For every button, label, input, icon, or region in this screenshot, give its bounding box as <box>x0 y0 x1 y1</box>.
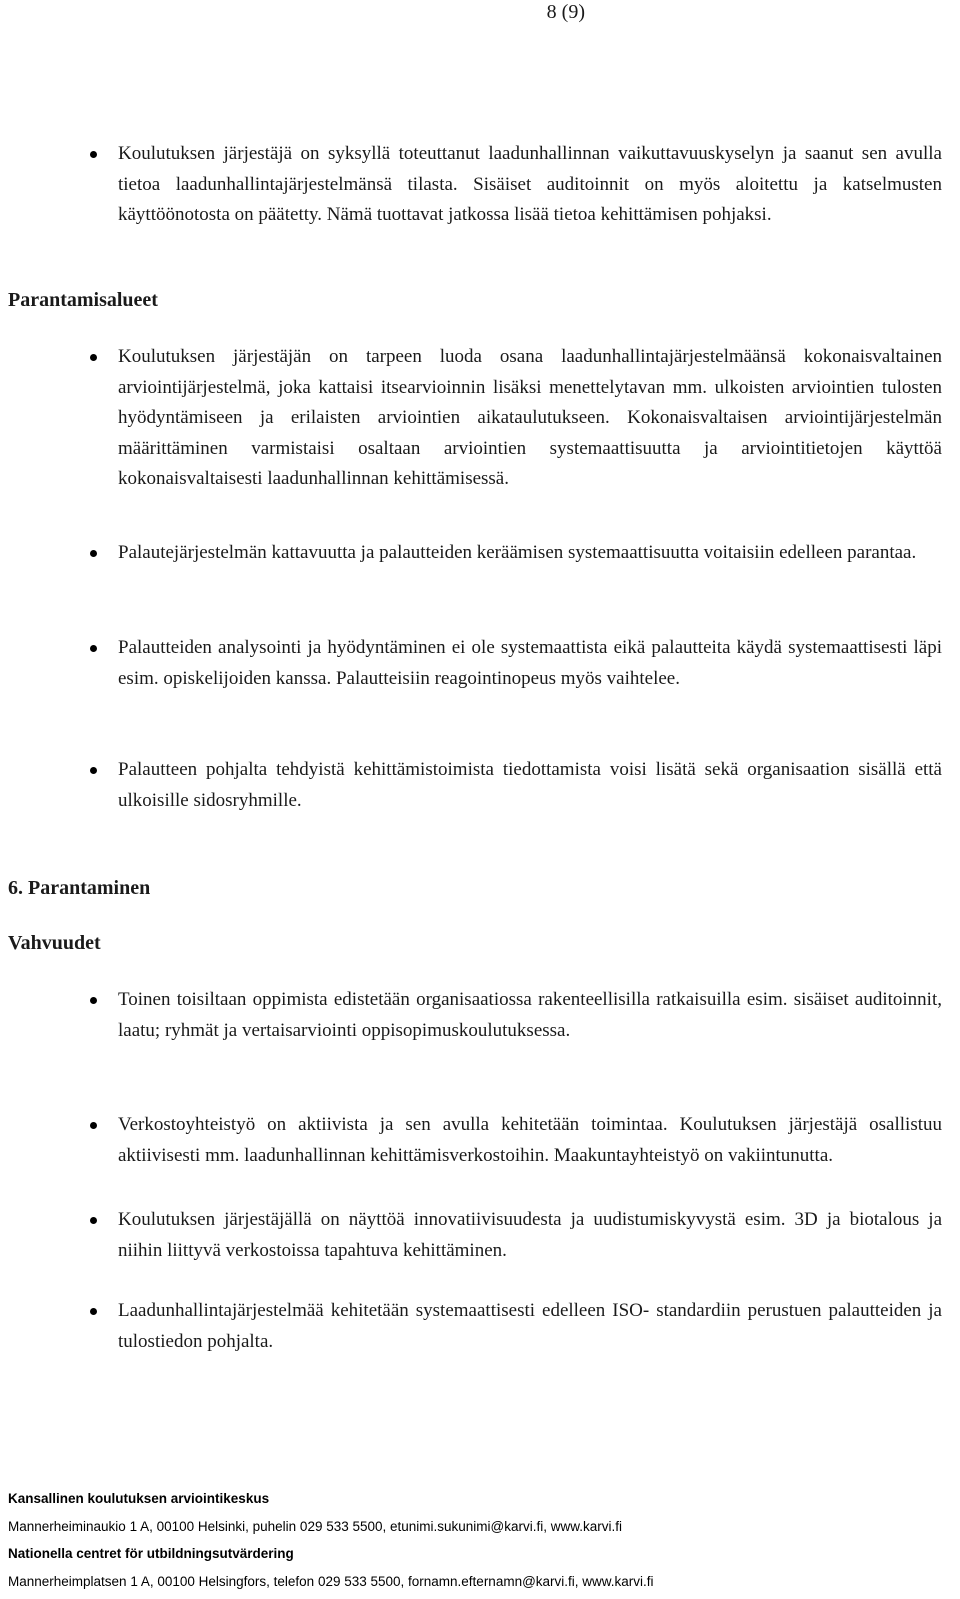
footer-address-fi: Mannerheiminaukio 1 A, 00100 Helsinki, puhelin 029 533 5500, etunimi.sukunimi@karvi.fi, www.karvi.fi <box>8 1518 623 1534</box>
page-number: 8 (9) <box>546 1 585 23</box>
list-item: Laadunhallintajärjestelmää kehitetään systemaattisesti edelleen ISO- standardiin perustuen palautteiden ja tulostiedon pohjalta. <box>118 1296 942 1357</box>
heading-6-parantaminen: 6. Parantaminen <box>8 877 151 899</box>
list-item: Verkostoyhteistyö on aktiivista ja sen avulla kehitetään toimintaa. Koulutuksen järjestäjä osallistuu aktiivisesti mm. laadunhallinnan kehittämisverkostoihin. Maakuntayhteistyö on vakiintunutta. <box>118 1110 942 1171</box>
footer-org-fi: Kansallinen koulutuksen arviointikeskus <box>8 1491 270 1506</box>
footer <box>8 1485 654 1595</box>
list-item: Koulutuksen järjestäjä on syksyllä toteuttanut laadunhallinnan vaikuttavuuskyselyn ja saanut sen avulla tietoa laadunhallintajärjestelmänsä tilasta. Sisäiset auditoinnit on myös aloitettu ja katselmusten käyttöönotosta on päätetty. Nämä tuottavat jatkossa lisää tietoa kehittämisen pohjaksi. <box>118 139 942 231</box>
list-item: Koulutuksen järjestäjän on tarpeen luoda osana laadunhallintajärjestelmäänsä kokonaisvaltainen arviointijärjestelmä, joka kattaisi itsearvioinnin lisäksi menettelytavan mm. ulkoisten arviointien tulosten hyödyntämiseen ja erilaisten arviointien aikataulutukseen. Kokonaisvaltaisen arviointijärjestelmän määrittäminen varmistaisi osaltaan arviointien systemaattisuutta ja arviointitietojen käyttöä kokonaisvaltaisesti laadunhallinnan kehittämisessä. <box>118 342 942 495</box>
list-item: Palautejärjestelmän kattavuutta ja palautteiden keräämisen systemaattisuutta voitaisiin edelleen parantaa. <box>118 538 942 569</box>
list-item: Toinen toisiltaan oppimista edistetään organisaatiossa rakenteellisilla ratkaisuilla esim. sisäiset auditoinnit, laatu; ryhmät ja vertaisarviointi oppisopimuskoulutuksessa. <box>118 985 942 1046</box>
list-item: Palautteen pohjalta tehdyistä kehittämistoimista tiedottamista voisi lisätä sekä organisaation sisällä että ulkoisille sidosryhmille. <box>118 755 942 816</box>
list-item: Koulutuksen järjestäjällä on näyttöä innovatiivisuudesta ja uudistumiskyvystä esim. 3D ja biotalous ja niihin liittyvä verkostoissa tapahtuva kehittäminen. <box>118 1205 942 1266</box>
heading-parantamisalueet: Parantamisalueet <box>8 289 158 311</box>
list-item: Palautteiden analysointi ja hyödyntäminen ei ole systemaattista eikä palautteita käydä systemaattisesti läpi esim. opiskelijoiden kanssa. Palautteisiin reagointinopeus myös vaihtelee. <box>118 633 942 694</box>
footer-address-sv: Mannerheimplatsen 1 A, 00100 Helsingfors, telefon 029 533 5500, fornamn.efternamn@karvi.fi, www.karvi.fi <box>8 1573 654 1589</box>
footer-org-sv: Nationella centret för utbildningsutvärdering <box>8 1546 294 1561</box>
heading-vahvuudet: Vahvuudet <box>8 932 101 954</box>
